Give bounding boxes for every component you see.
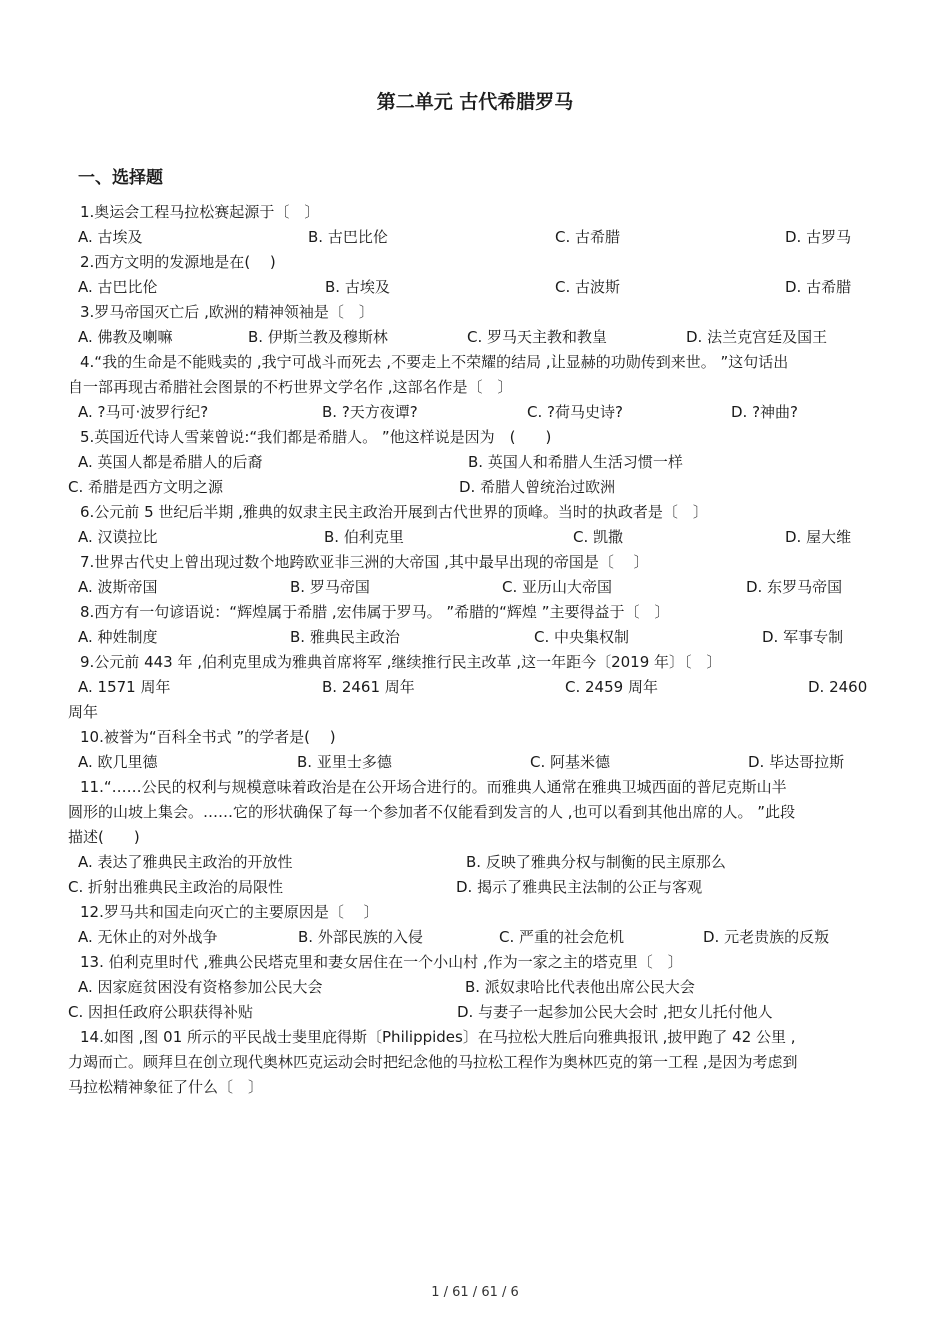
- question-3-option-d: D. 法兰克宫廷及国王: [686, 328, 828, 346]
- question-2-option-d: D. 古希腊: [785, 278, 852, 296]
- question-3-stem: 3.罗马帝国灭亡后 ,欧洲的精神领袖是〔 〕: [80, 303, 374, 321]
- question-5-option-a: A. 英国人都是希腊人的后裔: [78, 453, 263, 471]
- question-13-option-a: A. 因家庭贫困没有资格参加公民大会: [78, 978, 323, 996]
- question-4-option-d: D. ?神曲?: [731, 403, 799, 421]
- question-3-option-b: B. 伊斯兰教及穆斯林: [248, 328, 388, 346]
- question-11-option-d: D. 揭示了雅典民主法制的公正与客观: [456, 878, 703, 896]
- question-7-stem: 7.世界古代史上曾出现过数个地跨欧亚非三洲的大帝国 ,其中最早出现的帝国是〔 〕: [80, 553, 649, 571]
- question-12-option-b: B. 外部民族的入侵: [298, 928, 423, 946]
- question-11-option-c: C. 折射出雅典民主政治的局限性: [68, 878, 284, 896]
- question-3-option-a: A. 佛教及喇嘛: [78, 328, 173, 346]
- question-9-option-b: B. 2461 周年: [322, 678, 415, 696]
- question-9-option-a: A. 1571 周年: [78, 678, 171, 696]
- question-10-option-b: B. 亚里士多德: [297, 753, 392, 771]
- question-4-option-b: B. ?天方夜谭?: [322, 403, 418, 421]
- question-11-option-a: A. 表达了雅典民主政治的开放性: [78, 853, 293, 871]
- question-8-option-d: D. 军事专制: [762, 628, 844, 646]
- question-2-option-a: A. 古巴比伦: [78, 278, 158, 296]
- question-6-option-c: C. 凯撒: [573, 528, 624, 546]
- question-7-option-c: C. 亚历山大帝国: [502, 578, 613, 596]
- question-4-stem-line1: 4.“我的生命是不能贱卖的 ,我宁可战斗而死去 ,不要走上不荣耀的结局 ,让显赫的功勋传到来世。 ”这句话出: [80, 353, 789, 371]
- question-6-option-d: D. 屋大维: [785, 528, 852, 546]
- question-12-option-c: C. 严重的社会危机: [499, 928, 625, 946]
- question-13-option-c: C. 因担任政府公职获得补贴: [68, 1003, 254, 1021]
- question-2-option-b: B. 古埃及: [325, 278, 390, 296]
- question-4-stem-line2: 自一部再现古希腊社会图景的不朽世界文学名作 ,这部名作是〔 〕: [68, 378, 513, 396]
- question-4-option-a: A. ?马可·波罗行纪?: [78, 403, 209, 421]
- question-6-stem: 6.公元前 5 世纪后半期 ,雅典的奴隶主民主政治开展到古代世界的顶峰。当时的执政者是〔 〕: [80, 503, 708, 521]
- question-2-option-c: C. 古波斯: [555, 278, 621, 296]
- question-1-stem: 1.奥运会工程马拉松赛起源于〔 〕: [80, 203, 320, 221]
- question-9-option-d: D. 2460: [808, 678, 868, 696]
- question-9-option-c: C. 2459 周年: [565, 678, 658, 696]
- question-13-option-d: D. 与妻子一起参加公民大会时 ,把女儿托付他人: [457, 1003, 773, 1021]
- question-5-stem: 5.英国近代诗人雪莱曾说:“我们都是希腊人。 ”他这样说是因为 ( ): [80, 428, 552, 446]
- section-heading: 一、选择题: [78, 168, 163, 188]
- question-12-option-a: A. 无休止的对外战争: [78, 928, 218, 946]
- page-number: 1 / 61 / 61 / 6: [431, 1285, 519, 1300]
- question-11-stem-line3: 描述( ): [68, 828, 140, 846]
- question-11-option-b: B. 反映了雅典分权与制衡的民主原那么: [466, 853, 726, 871]
- question-4-option-c: C. ?荷马史诗?: [527, 403, 623, 421]
- question-10-option-c: C. 阿基米德: [530, 753, 611, 771]
- question-1-option-b: B. 古巴比伦: [308, 228, 388, 246]
- question-3-option-c: C. 罗马天主教和教皇: [467, 328, 608, 346]
- question-8-option-a: A. 种姓制度: [78, 628, 158, 646]
- question-11-stem-line1: 11.“……公民的权利与规模意味着政治是在公开场合进行的。而雅典人通常在雅典卫城西面的普尼克斯山半: [80, 778, 787, 796]
- question-9-stem: 9.公元前 443 年 ,伯利克里成为雅典首席将军 ,继续推行民主改革 ,这一年距今〔2019 年〕〔 〕: [80, 653, 722, 671]
- question-10-option-a: A. 欧几里德: [78, 753, 158, 771]
- question-13-stem: 13. 伯利克里时代 ,雅典公民塔克里和妻女居住在一个小山村 ,作为一家之主的塔克里〔 〕: [80, 953, 683, 971]
- question-8-option-b: B. 雅典民主政治: [290, 628, 400, 646]
- question-5-option-d: D. 希腊人曾统治过欧洲: [459, 478, 616, 496]
- question-7-option-d: D. 东罗马帝国: [746, 578, 843, 596]
- question-10-option-d: D. 毕达哥拉斯: [748, 753, 845, 771]
- question-2-stem: 2.西方文明的发源地是在( ): [80, 253, 276, 271]
- page-title: 第二单元 古代希腊罗马: [376, 91, 574, 113]
- question-1-option-c: C. 古希腊: [555, 228, 621, 246]
- question-7-option-a: A. 波斯帝国: [78, 578, 158, 596]
- question-5-option-c: C. 希腊是西方文明之源: [68, 478, 224, 496]
- question-14-stem-line2: 力竭而亡。顾拜旦在创立现代奥林匹克运动会时把纪念他的马拉松工程作为奥林匹克的第一工程 ,是因为考虑到: [68, 1053, 798, 1071]
- question-6-option-b: B. 伯利克里: [324, 528, 404, 546]
- question-14-stem-line1: 14.如图 ,图 01 所示的平民战士斐里庇得斯〔Philippides〕在马拉松大胜后向雅典报讯 ,披甲跑了 42 公里 ,: [80, 1028, 796, 1046]
- question-12-option-d: D. 元老贵族的反叛: [703, 928, 830, 946]
- question-10-stem: 10.被誉为“百科全书式 ”的学者是( ): [80, 728, 336, 746]
- question-11-stem-line2: 圆形的山坡上集会。……它的形状确保了每一个参加者不仅能看到发言的人 ,也可以看到其他出席的人。 ”此段: [68, 803, 796, 821]
- question-13-option-b: B. 派奴隶哈比代表他出席公民大会: [465, 978, 695, 996]
- question-5-option-b: B. 英国人和希腊人生活习惯一样: [468, 453, 683, 471]
- question-1-option-a: A. 古埃及: [78, 228, 143, 246]
- question-8-stem: 8.西方有一句谚语说：“辉煌属于希腊 ,宏伟属于罗马。 ”希腊的“辉煌 ”主要得益于〔 〕: [80, 603, 670, 621]
- question-9-option-d-continued: 周年: [68, 703, 99, 721]
- question-14-stem-line3: 马拉松精神象征了什么〔 〕: [68, 1078, 264, 1096]
- question-1-option-d: D. 古罗马: [785, 228, 852, 246]
- question-7-option-b: B. 罗马帝国: [290, 578, 370, 596]
- question-6-option-a: A. 汉谟拉比: [78, 528, 158, 546]
- question-8-option-c: C. 中央集权制: [534, 628, 630, 646]
- question-12-stem: 12.罗马共和国走向灭亡的主要原因是〔 〕: [80, 903, 379, 921]
